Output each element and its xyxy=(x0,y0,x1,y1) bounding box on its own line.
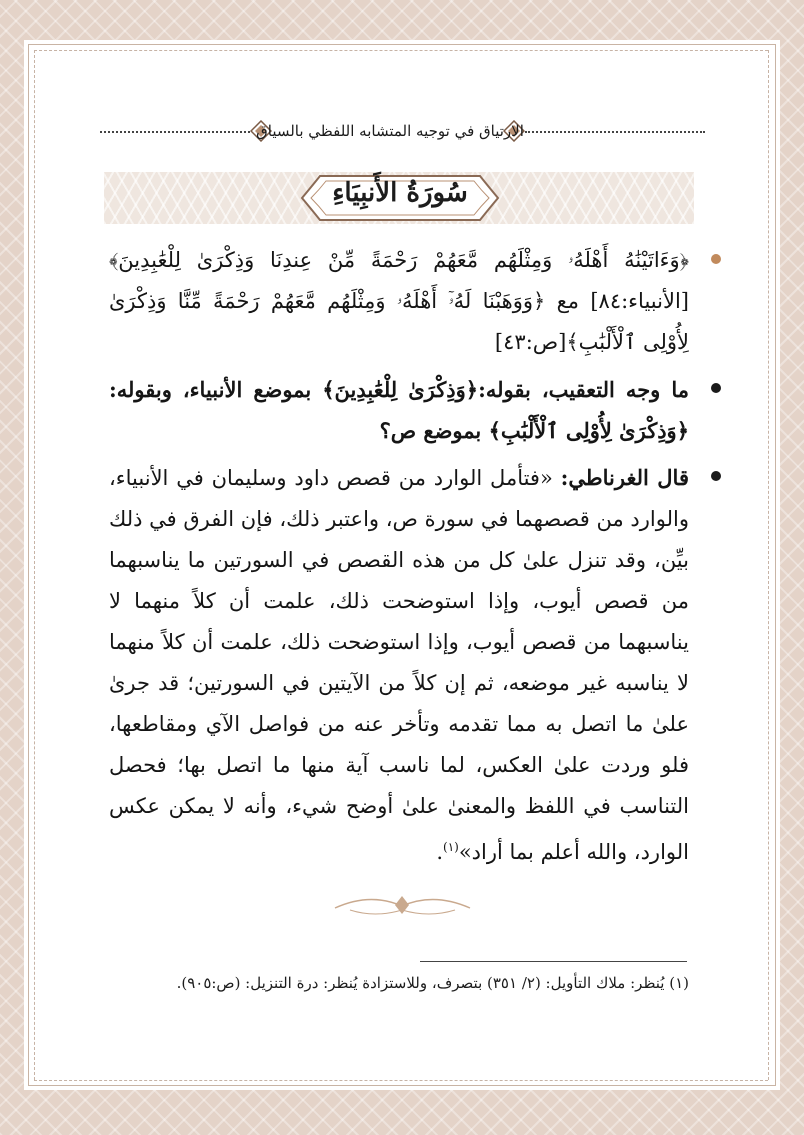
frame-dash-left xyxy=(34,50,35,1080)
question-end: بموضع ص؟ xyxy=(379,418,482,443)
surah-heading: سُورَةُ الأَنبِيَاءِ xyxy=(332,178,468,208)
gharnati-quote: «فتأمل الوارد من قصص داود وسليمان في الأنبياء، والوارد من قصصهما في سورة ص، واعتبر ذلك، فإن الفرق في ذلك بيِّن، وقد تنزل علىٰ كل من هذه القصص في السورتين ما يناسبهما من قصص أيوب، وإذا استوضحت ذلك، علمت أن كلاً منهما لا يناسبهما من قصص أيوب، وإذا استوضحت ذلك، علمت أن كلاً منهما لا يناسبه غير موضعه، ثم إن كلاً من الآيتين في السورتين؛ قد جرىٰ علىٰ ما اتصل به مما تقدمه وتأخر عنه من فواصل الآي ومقاطعها، فلو وردت علىٰ العكس، لما ناسب آية منها ما اتصل بها؛ فحصل التناسب في اللفظ والمعنىٰ علىٰ أوضح شيء، وأنه لا يمكن عكس الوارد، والله أعلم بما أراد» xyxy=(109,466,689,864)
speaker-name: قال الغرناطي: xyxy=(560,465,689,490)
main-text xyxy=(109,240,689,879)
item3-quote xyxy=(109,457,689,873)
quote-tail: . xyxy=(436,840,443,864)
verse-anbiya: ﴿وَءَاتَيْنَٰهُ أَهْلَهُۥ وَمِثْلَهُم مَّعَهُمْ رَحْمَةً مِّنْ عِندِنَا وَذِكْرَىٰ لِلْعَٰبِدِينَ﴾ xyxy=(109,248,689,272)
book-title: الارتياق في توجيه المتشابه اللفظي بالسياق xyxy=(256,122,524,140)
separator-ornament-icon xyxy=(330,890,475,920)
running-header xyxy=(100,118,705,144)
frame-dash-right xyxy=(768,50,769,1080)
list-item xyxy=(109,369,689,451)
verse-sad: ﴿وَوَهَبْنَا لَهُۥٓ أَهْلَهُۥ وَمِثْلَهُم مَّعَهُمْ رَحْمَةً مِّنَّا وَذِكْرَىٰ لِأُوْلِى ٱلْأَلْبَٰبِ﴾ xyxy=(109,289,689,354)
with-word: مع xyxy=(556,289,580,313)
question-lead: ما وجه التعقيب، بقوله: xyxy=(478,377,689,402)
frame-dash-top xyxy=(34,50,768,51)
question-mid: بموضع الأنبياء، وبقوله: xyxy=(109,377,312,402)
footnote: (١) يُنظر: ملاك التأويل: (٢/ ٣٥١) بتصرف، وللاستزادة يُنظر: درة التنزيل: (ص:٩٠٥). xyxy=(176,974,689,992)
list-item xyxy=(109,240,689,363)
frame-dash-bottom xyxy=(34,1080,768,1081)
ref-sad: [ص:٤٣] xyxy=(494,330,567,354)
item2-question xyxy=(109,369,689,451)
bullet-icon xyxy=(711,471,721,481)
ref-anbiya: [الأنبياء:٨٤] xyxy=(590,289,689,313)
list-item xyxy=(109,457,689,873)
bullet-icon xyxy=(711,383,721,393)
item1-paragraph xyxy=(109,240,689,363)
footnote-marker[interactable]: (١) xyxy=(443,840,459,854)
footnote-rule xyxy=(420,961,687,962)
bullet-icon xyxy=(711,254,721,264)
book-title-box xyxy=(255,118,525,144)
header-dots-left xyxy=(100,131,250,133)
quote-abidin: ﴿وَذِكْرَىٰ لِلْعَٰبِدِينَ﴾ xyxy=(322,377,479,402)
quote-albab: ﴿وَذِكْرَىٰ لِأُوْلِى ٱلْأَلْبَٰبِ﴾ xyxy=(488,418,689,443)
header-dots-right xyxy=(525,131,705,133)
